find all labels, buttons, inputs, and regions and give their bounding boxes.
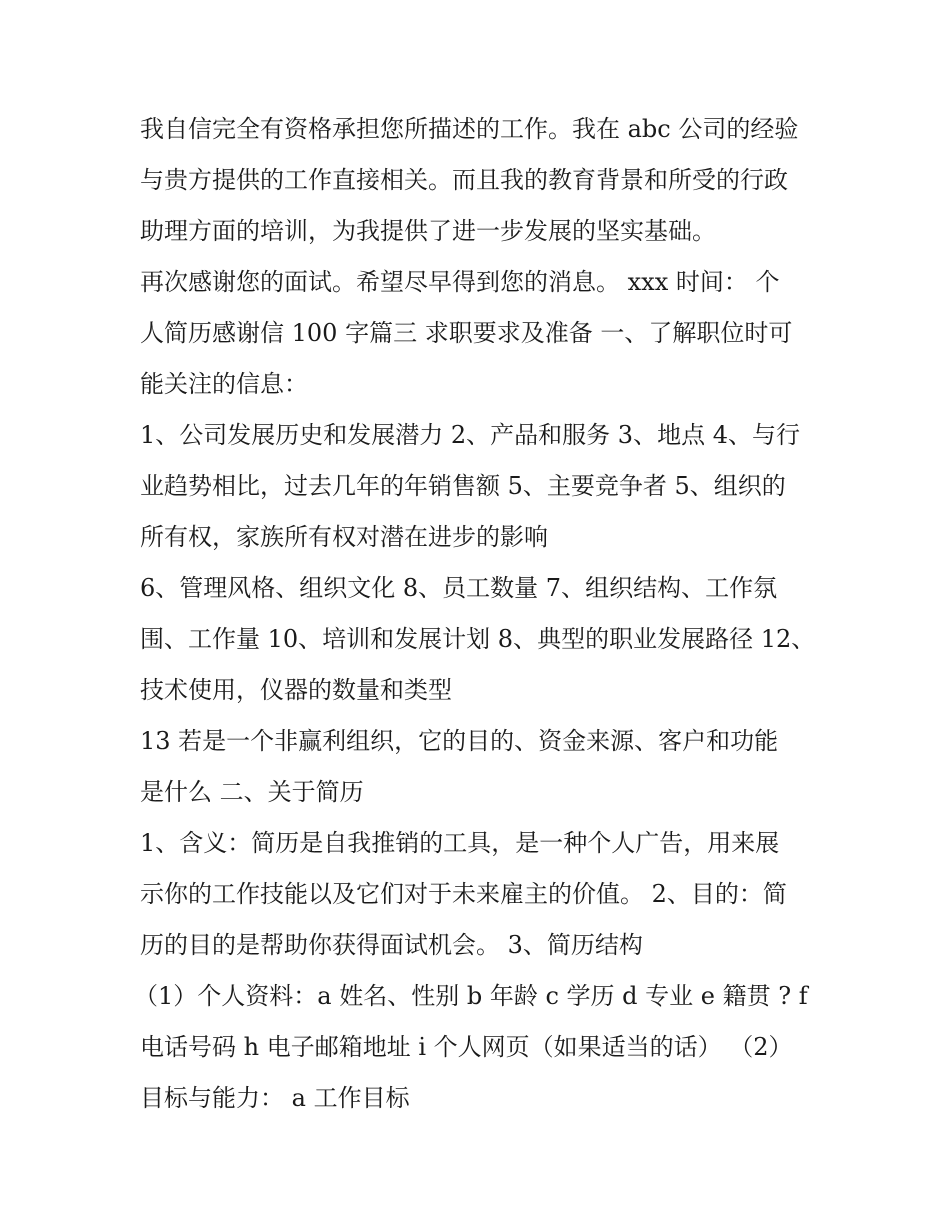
- text-line: 我自信完全有资格承担您所描述的工作。我在 abc 公司的经验: [140, 115, 799, 143]
- text-line: 历的目的是帮助你获得面试机会。 3、简历结构: [140, 931, 643, 959]
- text-line: 围、工作量 10、培训和发展计划 8、典型的职业发展路径 12、: [140, 625, 816, 653]
- text-line: 1、公司发展历史和发展潜力 2、产品和服务 3、地点 4、与行: [140, 421, 800, 449]
- text-line: 1、含义：简历是自我推销的工具，是一种个人广告，用来展: [140, 829, 780, 857]
- text-line: 示你的工作技能以及它们对于未来雇主的价值。 2、目的：简: [140, 880, 787, 908]
- text-line: 电话号码 h 电子邮箱地址 i 个人网页（如果适当的话） （2）: [140, 1033, 793, 1061]
- text-line: 目标与能力： a 工作目标: [140, 1084, 410, 1112]
- text-line: （1）个人资料：a 姓名、性别 b 年龄 c 学历 d 专业 e 籍贯 ? f: [134, 982, 808, 1010]
- text-line: 人简历感谢信 100 字篇三 求职要求及准备 一、了解职位时可: [140, 319, 793, 347]
- text-line: 是什么 二、关于简历: [140, 778, 364, 806]
- text-line: 6、管理风格、组织文化 8、员工数量 7、组织结构、工作氛: [140, 574, 778, 602]
- text-line: 业趋势相比，过去几年的年销售额 5、主要竞争者 5、组织的: [140, 472, 786, 500]
- text-line: 所有权，家族所有权对潜在进步的影响: [140, 523, 548, 551]
- body-text: [134, 104, 830, 1124]
- text-line: 与贵方提供的工作直接相关。而且我的教育背景和所受的行政: [140, 166, 788, 194]
- text-line: 13 若是一个非赢利组织，它的目的、资金来源、客户和功能: [140, 727, 779, 755]
- text-line: 再次感谢您的面试。希望尽早得到您的消息。 xxx 时间： 个: [140, 268, 780, 296]
- text-line: 技术使用，仪器的数量和类型: [140, 676, 452, 704]
- text-line: 助理方面的培训，为我提供了进一步发展的坚实基础。: [140, 217, 716, 245]
- text-line: 能关注的信息：: [140, 370, 308, 398]
